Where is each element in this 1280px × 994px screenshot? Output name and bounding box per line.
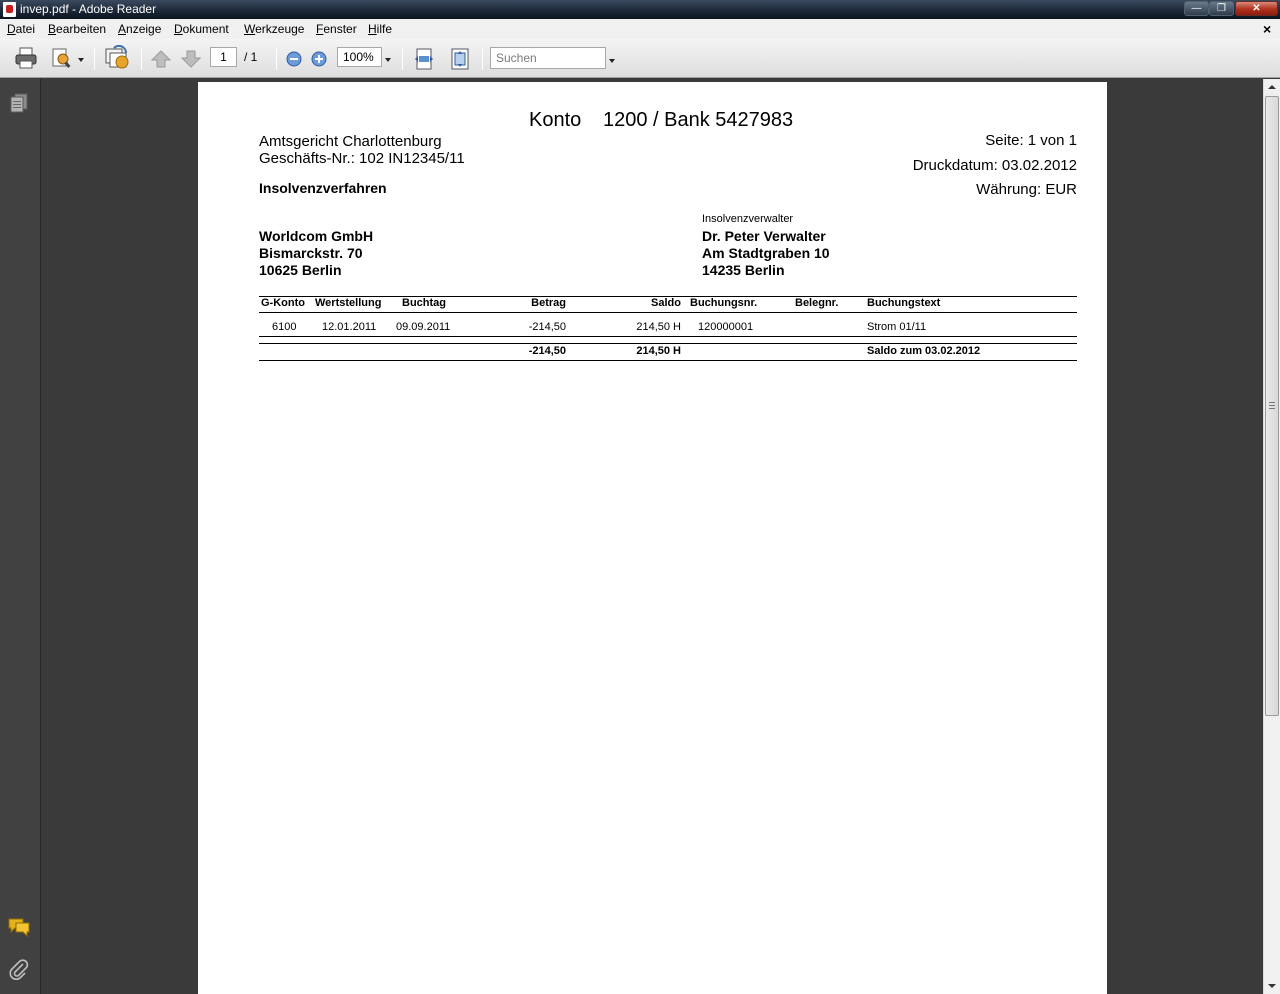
cell-wertstellung: 12.01.2011 [322, 321, 377, 333]
page-number-input[interactable]: 1 [210, 47, 237, 67]
arrow-down-icon[interactable] [180, 49, 202, 69]
court-name: Amtsgericht Charlottenburg [259, 133, 442, 150]
menu-bearbeiten[interactable]: Bearbeiten [48, 22, 107, 36]
arrow-up-icon[interactable] [150, 49, 172, 69]
paperclip-icon[interactable] [8, 958, 30, 982]
printer-icon[interactable] [14, 47, 38, 69]
menu-hilfe[interactable]: Hilfe [368, 22, 393, 36]
menu-werkzeuge[interactable]: Werkzeuge [244, 22, 305, 36]
zoom-dropdown-arrow[interactable] [385, 58, 391, 62]
account-title-number: 1200 / Bank 5427983 [603, 109, 794, 131]
maximize-button[interactable]: ❐ [1209, 1, 1234, 16]
header-bottom-rule [259, 312, 1077, 313]
debtor-street: Bismarckstr. 70 [259, 245, 363, 261]
debtor-name: Worldcom GmbH [259, 228, 374, 244]
total-betrag: -214,50 [528, 345, 566, 357]
search-input[interactable]: Suchen [490, 47, 606, 69]
debtor-city: 10625 Berlin [259, 262, 342, 278]
close-document-button[interactable]: × [1263, 21, 1272, 37]
cell-buchtag: 09.09.2011 [396, 321, 451, 333]
collaborate-icon[interactable] [104, 45, 130, 71]
zoom-out-icon[interactable] [286, 51, 302, 67]
table-bottom-rule [259, 360, 1077, 361]
scroll-up-button[interactable] [1264, 79, 1280, 95]
adobe-reader-icon [3, 2, 16, 17]
header-saldo: Saldo [651, 297, 681, 309]
cell-saldo: 214,50 H [636, 321, 681, 333]
scrollbar-thumb[interactable] [1265, 96, 1279, 716]
scroll-down-button[interactable] [1264, 978, 1280, 994]
document-view[interactable] [41, 79, 1263, 994]
menu-bar [0, 19, 1280, 39]
print-date: Druckdatum: 03.02.2012 [912, 157, 1077, 174]
total-top-rule-2 [259, 343, 1077, 344]
close-window-button[interactable]: ✕ [1235, 1, 1278, 16]
cell-buchungstext: Strom 01/11 [867, 321, 927, 333]
find-icon[interactable] [50, 47, 74, 69]
administrator-street: Am Stadtgraben 10 [702, 245, 830, 261]
cell-gkonto: 6100 [272, 321, 297, 333]
menu-dokument[interactable]: Dokument [174, 22, 229, 36]
cell-buchungsnr: 120000001 [698, 321, 754, 333]
find-dropdown-arrow[interactable] [78, 58, 84, 62]
total-top-rule-1 [259, 336, 1077, 337]
account-title-label: Konto [529, 109, 582, 131]
vertical-scrollbar[interactable] [1263, 79, 1280, 994]
menu-anzeige[interactable]: Anzeige [118, 22, 162, 36]
header-buchungsnr: Buchungsnr. [690, 297, 758, 309]
fit-width-icon[interactable] [414, 48, 434, 70]
procedure-heading: Insolvenzverfahren [259, 180, 387, 196]
case-number: Geschäfts-Nr.: 102 IN12345/11 [259, 150, 465, 167]
page-total-label: / 1 [244, 50, 258, 64]
menu-datei[interactable]: Datei [7, 22, 36, 36]
pdf-page [198, 82, 1107, 994]
cell-betrag: -214,50 [528, 321, 566, 333]
total-text: Saldo zum 03.02.2012 [867, 345, 981, 357]
currency: Währung: EUR [976, 181, 1077, 198]
header-wertstellung: Wertstellung [315, 297, 382, 309]
comments-icon[interactable] [7, 917, 31, 937]
minimize-button[interactable]: — [1184, 1, 1209, 16]
administrator-role: Insolvenzverwalter [702, 213, 794, 225]
navigation-panel [0, 79, 41, 994]
zoom-level-input[interactable]: 100% [337, 47, 382, 67]
header-buchtag: Buchtag [402, 297, 446, 309]
toolbar [0, 39, 1280, 78]
page-info: Seite: 1 von 1 [985, 132, 1077, 149]
window-title: invep.pdf - Adobe Reader [20, 2, 157, 16]
zoom-in-icon[interactable] [311, 51, 327, 67]
header-buchungstext: Buchungstext [867, 297, 941, 309]
total-saldo: 214,50 H [636, 345, 681, 357]
fit-page-icon[interactable] [450, 48, 470, 70]
administrator-name: Dr. Peter Verwalter [702, 228, 826, 244]
search-dropdown-arrow[interactable] [609, 59, 615, 63]
header-gkonto: G-Konto [261, 297, 305, 309]
menu-fenster[interactable]: Fenster [316, 22, 357, 36]
header-belegnr: Belegnr. [795, 297, 839, 309]
administrator-city: 14235 Berlin [702, 262, 785, 278]
header-betrag: Betrag [531, 297, 566, 309]
pages-panel-icon[interactable] [9, 92, 29, 114]
title-bar [0, 0, 1280, 19]
